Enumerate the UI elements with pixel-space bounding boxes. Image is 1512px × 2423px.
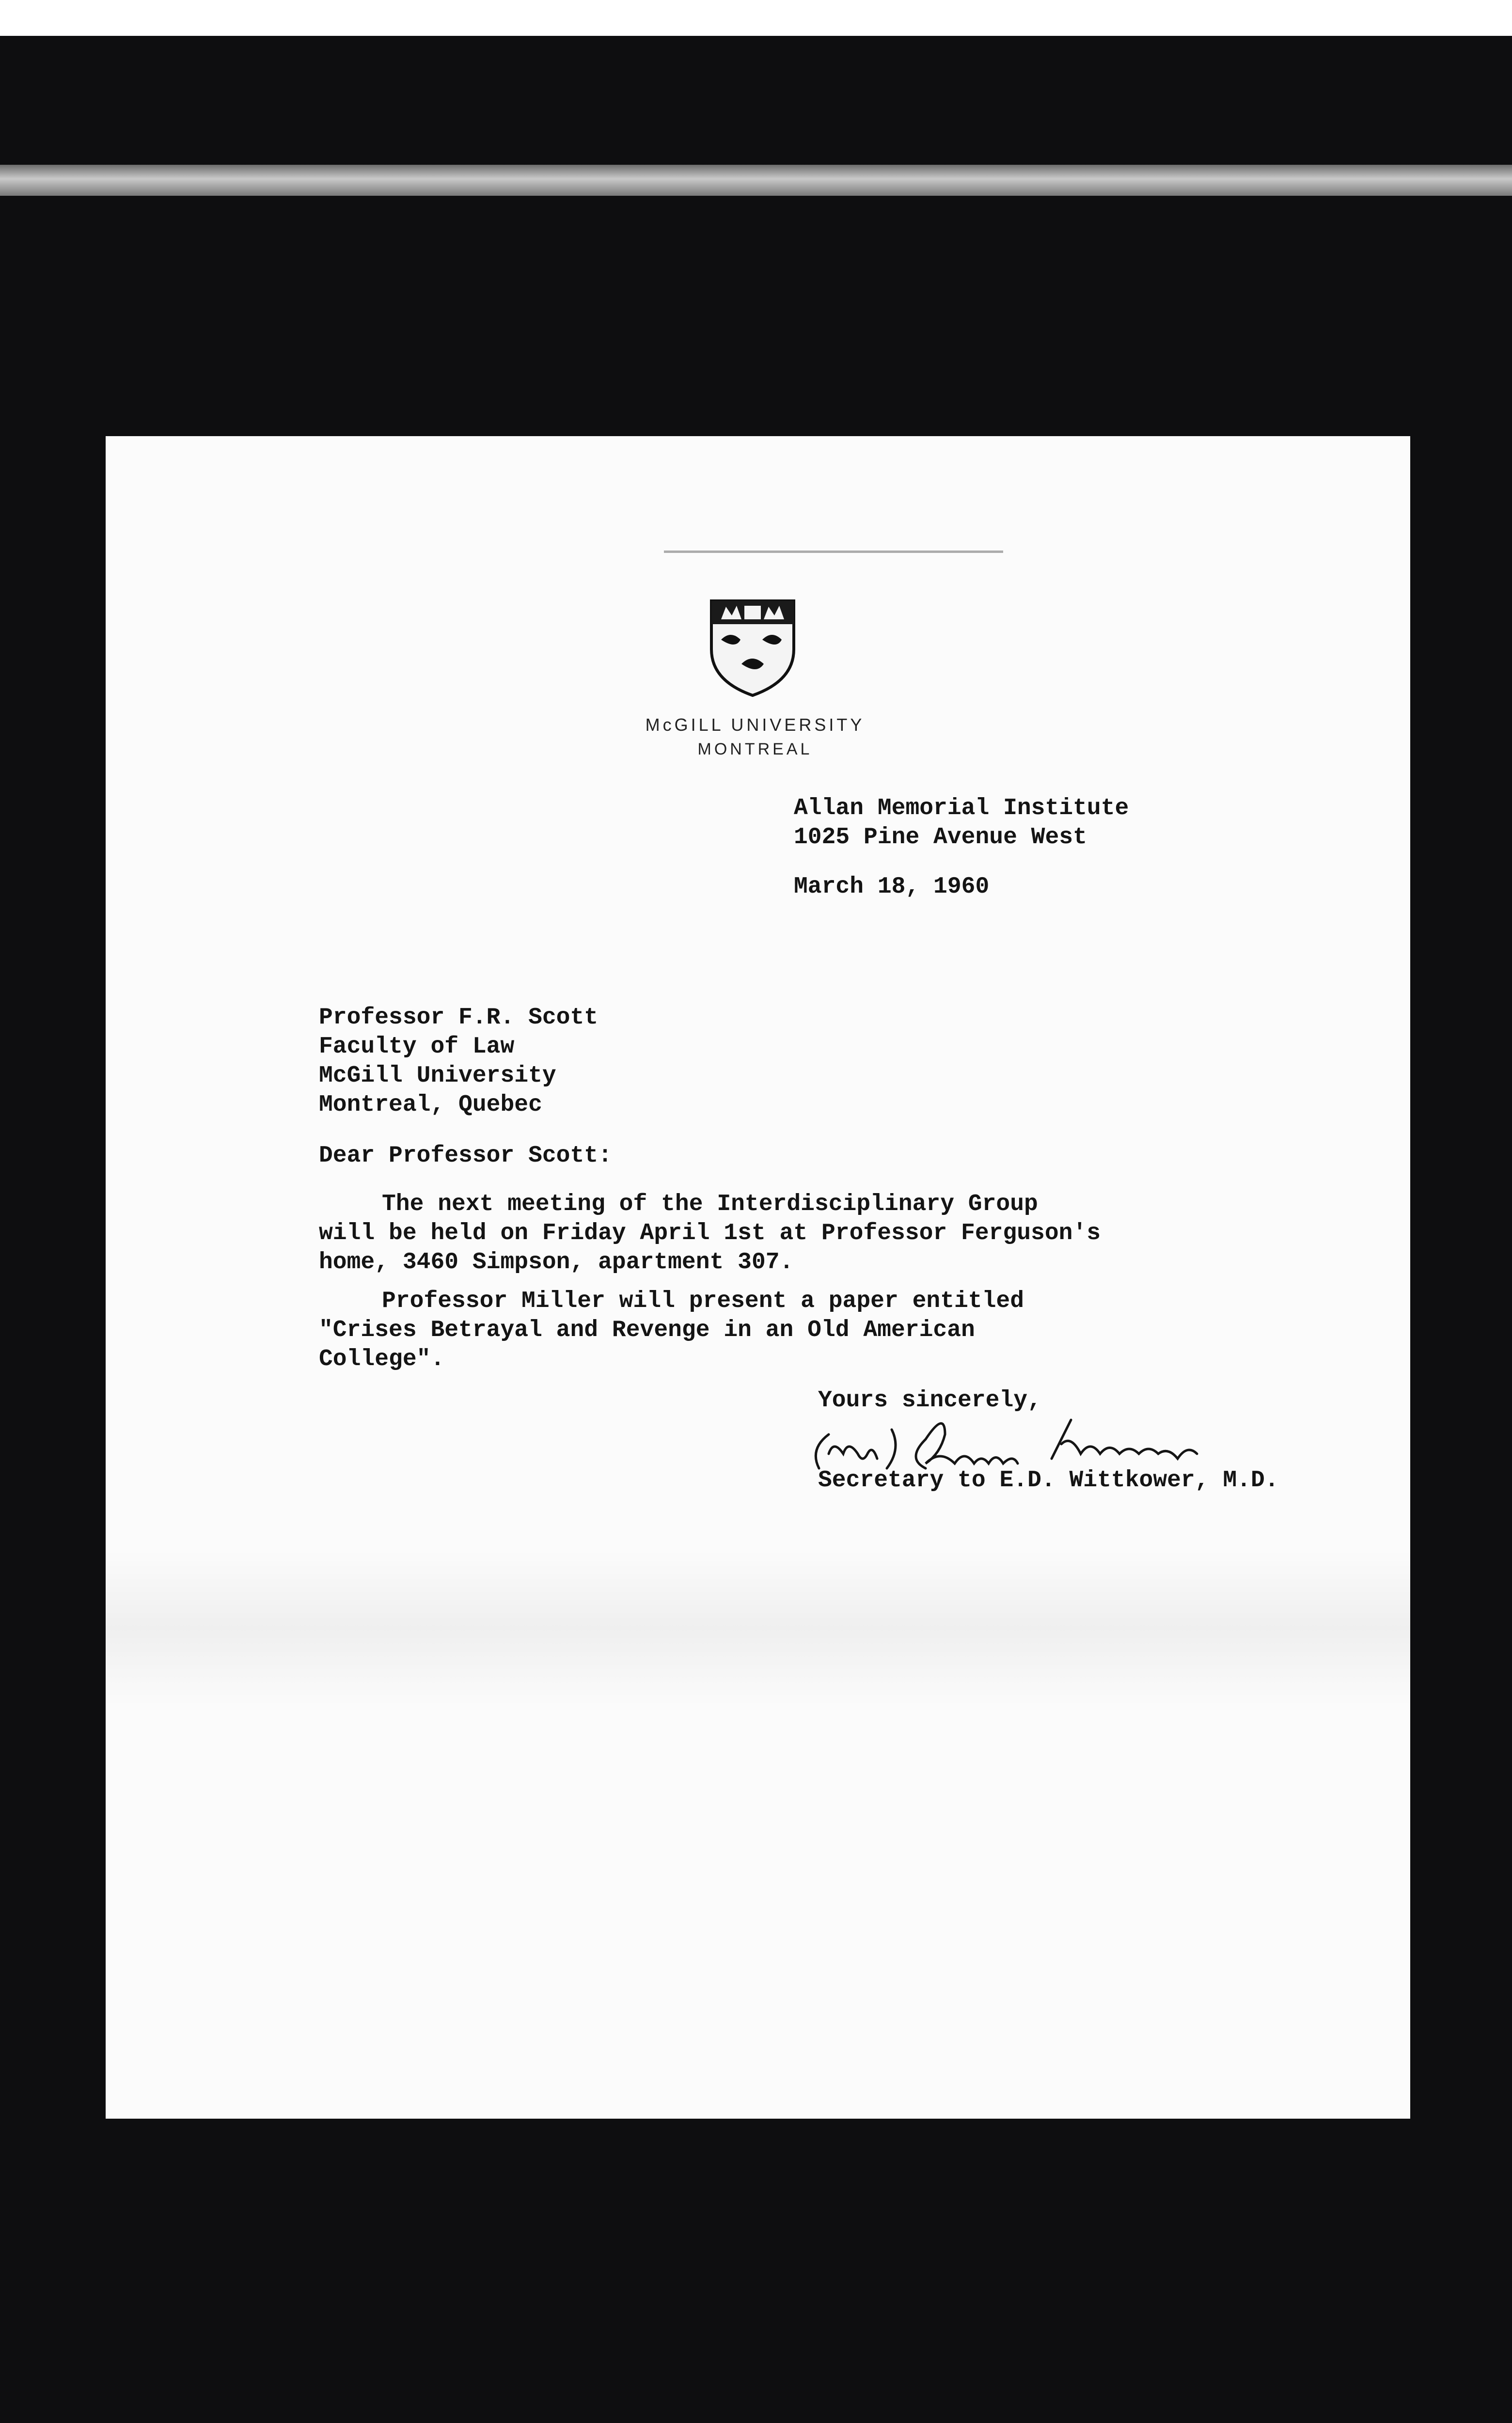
film-strip-edge-top	[0, 165, 1512, 196]
university-city: MONTREAL	[697, 740, 813, 758]
recipient-university: McGill University	[319, 1063, 556, 1089]
body-paragraph-1: The next meeting of the Interdisciplinary Group will be held on Friday April 1st at Professor Ferguson's home, 3460 Simpson, apartment 307.	[319, 1191, 1101, 1275]
letter-date: March 18, 1960	[794, 874, 990, 900]
paper-shading	[106, 1551, 1410, 1706]
recipient-faculty: Faculty of Law	[319, 1034, 515, 1060]
recipient-city: Montreal, Quebec	[319, 1092, 542, 1118]
sender-street: 1025 Pine Avenue West	[794, 824, 1087, 850]
letterhead-rule	[664, 551, 1003, 553]
letter-page	[106, 436, 1410, 2119]
signature-title: Secretary to E.D. Wittkower, M.D.	[818, 1467, 1279, 1494]
sender-institute: Allan Memorial Institute	[794, 795, 1129, 821]
recipient-name: Professor F.R. Scott	[319, 1005, 598, 1031]
body-paragraph-2: Professor Miller will present a paper entitled "Crises Betrayal and Revenge in an Old American College".	[319, 1288, 1024, 1372]
mcgill-crest-icon	[707, 596, 799, 698]
closing: Yours sincerely,	[818, 1387, 1041, 1414]
top-margin	[0, 0, 1512, 36]
university-name: McGILL UNIVERSITY	[645, 715, 865, 735]
salutation: Dear Professor Scott:	[319, 1143, 612, 1169]
